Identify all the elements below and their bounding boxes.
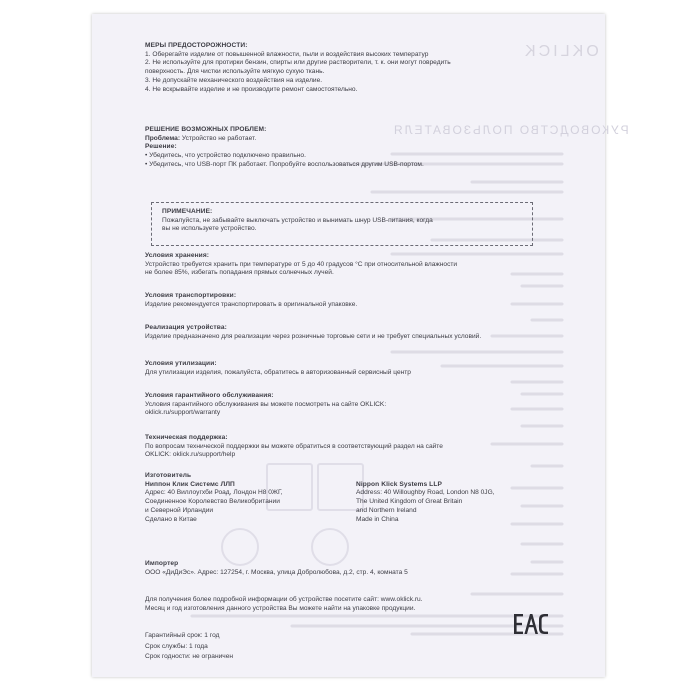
precautions-section: [145, 42, 565, 94]
manufacturer-section: [145, 472, 565, 552]
precaution-line: 2. Не используйте для протирки бензин, спирты или другие растворители, т. к. они могут повредить: [145, 59, 451, 67]
terms-section: [145, 632, 565, 662]
disposal-line: Для утилизации изделия, пожалуйста, обратитесь в авторизованный сервисный центр: [145, 368, 411, 376]
manufacturer-en-column: [356, 481, 556, 525]
manufacturer-address-en: Address: 40 Willoughby Road, London N8 0JG,: [356, 489, 495, 497]
precaution-line: поверхность. Для чистки используйте мягкую сухую ткань.: [145, 68, 325, 76]
transport-heading: Условия транспортировки:: [145, 292, 237, 299]
warranty-period: Гарантийный срок: 1 год: [145, 632, 220, 639]
note-heading: ПРИМЕЧАНИЕ:: [162, 208, 213, 215]
transport-line: Изделие рекомендуется транспортировать в оригинальной упаковке.: [145, 300, 358, 308]
note-line: вы не используете устройство.: [162, 225, 257, 233]
precaution-line: 3. Не допускайте механического воздействия на изделие.: [145, 76, 323, 84]
manufacturer-address-en: and Northern Ireland: [356, 506, 417, 514]
problem-text: Устройство не работает.: [180, 134, 257, 142]
instruction-sheet: [92, 14, 629, 677]
manufacturer-address-ru: и Северной Ирландии: [145, 506, 214, 514]
storage-line: не более 85%, избегать попадания прямых солнечных лучей.: [145, 269, 334, 277]
solution-item: • Убедитесь, что устройство подключено правильно.: [145, 152, 306, 160]
problem-label: Проблема:: [145, 134, 181, 142]
sale-line: Изделие предназначено для реализации через розничные торговые сети и не требует специальных условий.: [145, 332, 482, 340]
solution-label: Решение:: [145, 143, 177, 151]
support-heading: Техническая поддержка:: [145, 434, 228, 441]
support-line: По вопросам технической поддержки вы можете обратиться в соответствующий раздел на сайте: [145, 442, 443, 450]
sale-section: [145, 324, 565, 341]
precaution-line: 1. Оберегайте изделие от повышенной влажности, пыли и воздействия высоких температур: [145, 50, 429, 58]
support-line: OKLICK: oklick.ru/support/help: [145, 451, 236, 459]
manufacturer-name-en: Nippon Klick Systems LLP: [356, 480, 442, 488]
importer-heading: Импортер: [145, 560, 179, 567]
precaution-line: 4. Не вскрывайте изделие и не производите ремонт самостоятельно.: [145, 85, 358, 93]
warranty-heading: Условия гарантийного обслуживания:: [145, 392, 274, 399]
support-section: [145, 434, 565, 460]
disposal-section: [145, 360, 565, 377]
warranty-section: [145, 392, 565, 418]
warranty-link: oklick.ru/support/warranty: [145, 409, 221, 417]
manufacturer-address-ru: Адрес: 40 Виллоугхби Роад, Лондон Н8 0ЖГ,: [145, 489, 283, 497]
troubleshooting-section: [145, 126, 565, 170]
sale-heading: Реализация устройства:: [145, 324, 227, 331]
shelf-life: Срок годности: не ограничен: [145, 653, 234, 661]
disposal-heading: Условия утилизации:: [145, 360, 217, 367]
bleed-logo: OKLICK: [522, 43, 599, 60]
precautions-heading: МЕРЫ ПРЕДОСТОРОЖНОСТИ:: [145, 42, 248, 49]
storage-section: [145, 252, 565, 278]
manufacturer-heading: Изготовитель: [145, 472, 192, 479]
note-line: Пожалуйста, не забывайте выключать устройство и вынимать шнур USB-питания, когда: [162, 216, 433, 224]
eac-mark-icon: [514, 614, 548, 634]
bleed-through-lines: [92, 14, 605, 677]
storage-heading: Условия хранения:: [145, 252, 210, 259]
storage-line: Устройство требуется хранить при температуре от 5 до 40 градусов °С при относительной влажности: [145, 260, 458, 268]
warranty-line: Условия гарантийного обслуживания вы можете посмотреть на сайте OKLICK:: [145, 400, 387, 408]
manufacturer-name-ru: Ниппон Клик Системс ЛЛП: [145, 480, 235, 488]
manufacturer-origin-en: Made in China: [356, 515, 399, 523]
manufacturer-address-en: The United Kingdom of Great Britain: [356, 498, 463, 506]
importer-line: ООО «ДиДиЭс». Адрес: 127254, г. Москва, улица Добролюбова, д.2, стр. 4, комната 5: [145, 568, 408, 576]
solution-item: • Убедитесь, что USB-порт ПК работает. Попробуйте воспользоваться другим USB-портом.: [145, 160, 424, 168]
transport-section: [145, 292, 565, 309]
importer-section: [145, 560, 565, 577]
troubleshooting-heading: РЕШЕНИЕ ВОЗМОЖНЫХ ПРОБЛЕМ:: [145, 126, 267, 133]
info-line: Для получения более подробной информации об устройстве посетите сайт: www.oklick.ru.: [145, 596, 423, 603]
note-box: [151, 202, 533, 246]
info-line: Месяц и год изготовления данного устройства Вы можете найти на упаковке продукции.: [145, 604, 416, 612]
info-section: [145, 596, 565, 613]
service-life: Срок службы: 1 года: [145, 642, 208, 650]
bleed-title: РУКОВОДСТВО ПОЛЬЗОВАТЕЛЯ: [392, 123, 629, 137]
manufacturer-origin-ru: Сделано в Китае: [145, 515, 197, 523]
manufacturer-address-ru: Соединенное Королевство Великобритании: [145, 498, 280, 506]
